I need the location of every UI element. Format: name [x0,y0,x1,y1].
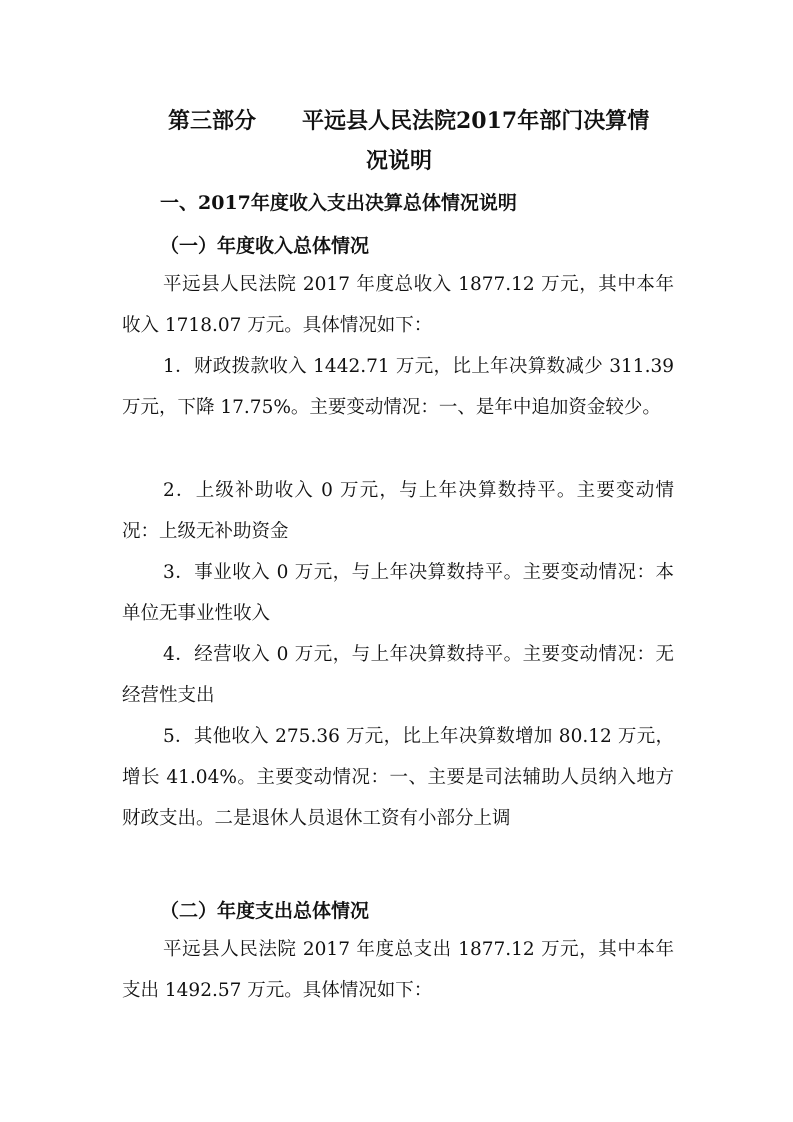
income-intro-paragraph: 平远县人民法院 2017 年度总收入 1877.12 万元，其中本年收入 1718.07 万元。具体情况如下： [122,274,674,336]
subsection-2-heading: （二）年度支出总体情况 [160,900,370,922]
income-item-4: 4．经营收入 0 万元，与上年决算数持平。主要变动情况：无经营性支出 [122,644,674,706]
subsection-1-heading: （一）年度收入总体情况 [160,235,370,257]
title-part-label: 第三部分 [168,108,257,134]
income-item-5: 5．其他收入 275.36 万元，比上年决算数增加 80.12 万元，增长 41.04%。主要变动情况：一、主要是司法辅助人员纳入地方财政支出。二是退休人员退休工资有小部分上调 [122,726,674,829]
income-item-2: 2．上级补助收入 0 万元，与上年决算数持平。主要变动情况：上级无补助资金 [122,480,674,542]
income-item-1: 1．财政拨款收入 1442.71 万元，比上年决算数减少 311.39 万元，下降 17.75%。主要变动情况：一、是年中追加资金较少。 [122,356,674,418]
expense-intro-paragraph: 平远县人民法院 2017 年度总支出 1877.12 万元，其中本年支出 1492.57 万元。具体情况如下： [122,939,674,1001]
title-line-1: 平远县人民法院2017年部门决算情 [302,108,650,134]
income-item-3: 3．事业收入 0 万元，与上年决算数持平。主要变动情况：本单位无事业性收入 [122,562,674,624]
title-line-2: 况说明 [366,148,433,174]
section-1-heading: 一、2017年度收入支出决算总体情况说明 [160,192,517,214]
